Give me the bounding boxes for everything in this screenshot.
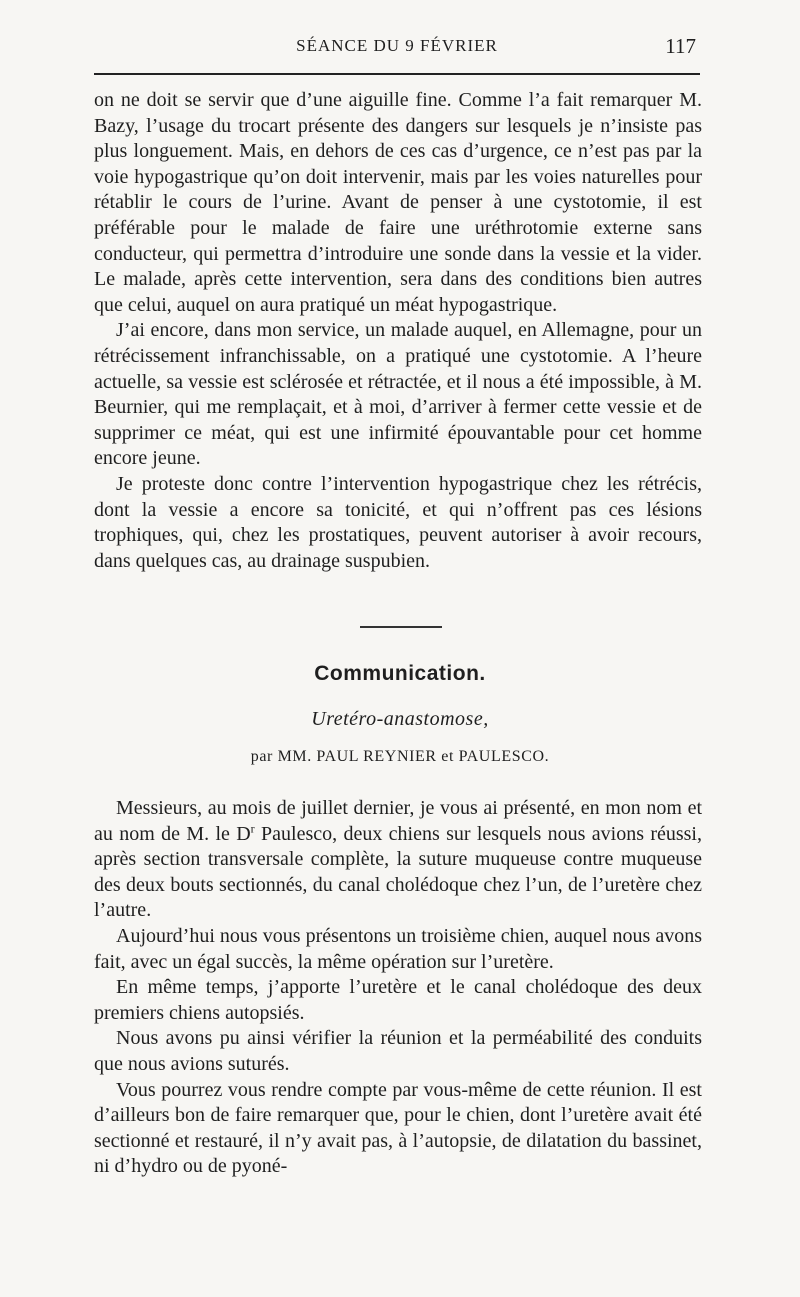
page-number: 117 [665, 34, 696, 58]
paragraph: on ne doit se servir que d’une aiguille fine. Comme l’a fait remarquer M. Bazy, l’usage du trocart présente des dangers sur lesquels je n’insiste pas plus longuement. Mais, en dehors de ces cas d’urgence, ce n’est pas par la voie hypogastrique qu’on doit intervenir, mais par les voies naturelles pour rétablir le cours de l’urine. Avant de penser à une cystotomie, il est préférable pour le malade de faire une uréthrotomie externe sans conducteur, qui permettra d’introduire une sonde dans la vessie et la vider. Le malade, après cette intervention, sera dans des conditions bien autres que celui, auquel on aura pratiqué un méat hypogastrique. [94, 89, 702, 316]
article-title: Uretéro-anastomose, [311, 708, 489, 730]
body-text-top [94, 88, 702, 574]
paragraph: Nous avons pu ainsi vérifier la réunion et la perméabilité des conduits que nous avions suturés. [94, 1027, 702, 1075]
paragraph-text: Messieurs, au mois de juillet dernier, je vous ai présenté, en mon nom et au nom de M. le D [94, 797, 702, 845]
section-title: Communication. [314, 662, 486, 685]
paragraph: En même temps, j’apporte l’uretère et le canal cholédoque des deux premiers chiens autopsiés. [94, 976, 702, 1024]
paragraph: Je proteste donc contre l’intervention hypogastrique chez les rétrécis, dont la vessie a encore sa tonicité, et qui n’offrent pas ces lésions trophiques, qui, chez les prostatiques, peuvent autoriser à avoir recours, dans quelques cas, au drainage suspubien. [94, 472, 702, 572]
body-text-bottom [94, 796, 702, 1180]
paragraph-text: Paulesco, deux chiens sur lesquels nous avions réussi, après section transversale complète, la suture muqueuse contre muqueuse des deux bouts sectionnés, du canal cholédoque chez l’un, de l’uretère chez l’autre. [94, 822, 702, 922]
section-divider [360, 626, 442, 628]
authors-line: par MM. PAUL REYNIER et PAULESCO. [250, 748, 550, 765]
superscript: r [250, 820, 255, 835]
paragraph: J’ai encore, dans mon service, un malade auquel, en Allemagne, pour un rétrécissement infranchissable, on a pratiqué une cystotomie. A l’heure actuelle, sa vessie est sclérosée et rétractée, et il nous a été impossible, à M. Beurnier, qui me remplaçait, et à moi, d’arriver à fermer cette vessie et de supprimer ce méat, qui est une infirmité épouvantable pour cet homme encore jeune. [94, 319, 702, 470]
header-rule [94, 73, 700, 75]
page-header [94, 34, 700, 62]
running-head: SÉANCE DU 9 FÉVRIER [296, 36, 498, 55]
paragraph: Vous pourrez vous rendre compte par vous-même de cette réunion. Il est d’ailleurs bon de faire remarquer que, pour le chien, dont l’uretère avait été sectionné et restauré, il n’y avait pas, à l’autopsie, de dilatation du bassinet, ni d’hydro ou de pyoné- [94, 1078, 702, 1178]
paragraph [94, 796, 702, 924]
paragraph: Aujourd’hui nous vous présentons un troisième chien, auquel nous avons fait, avec un égal succès, la même opération sur l’uretère. [94, 924, 702, 973]
